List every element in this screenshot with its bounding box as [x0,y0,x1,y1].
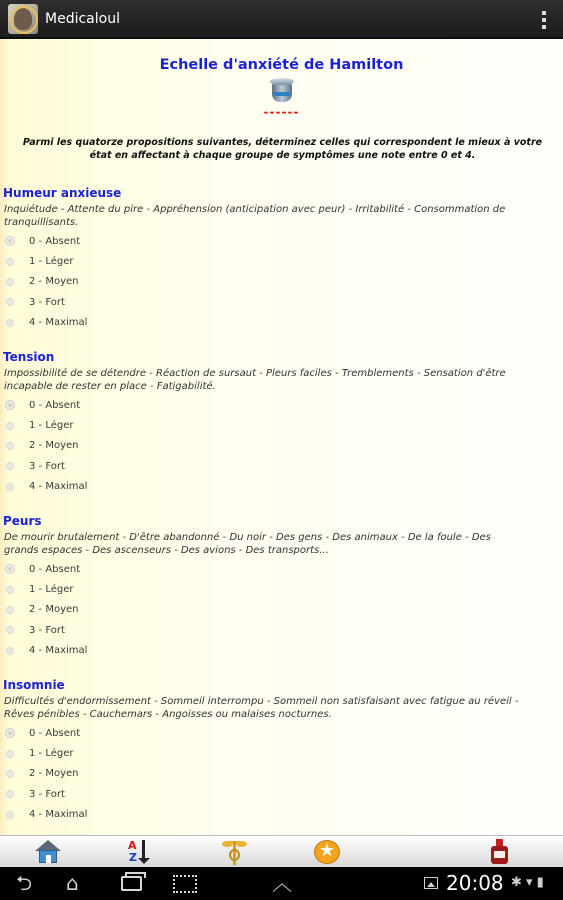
page-title: Echelle d'anxiété de Hamilton [159,57,404,73]
title-dashes: ------ [263,105,300,119]
radio-option[interactable] [0,641,563,661]
radio-option[interactable] [0,456,563,476]
radio-button[interactable] [6,750,14,758]
radio-button[interactable] [6,811,14,819]
radio-option[interactable] [0,559,563,579]
radio-button[interactable] [6,442,14,450]
home-nav-icon[interactable]: ⌂ [66,871,79,895]
radio-button[interactable] [6,278,14,286]
favorite-star-icon[interactable]: ★ [312,838,340,866]
overflow-menu-icon[interactable] [541,11,547,29]
radio-option[interactable] [0,579,563,599]
back-icon[interactable]: ⮌ [16,871,33,895]
section-insomnie [0,678,563,825]
intro-text: Parmi les quatorze propositions suivantes, déterminez celles qui correspondent le mieux à votre état en affectant à chaque groupe de symptômes une note entre 0 et 4. [22,137,543,161]
radio-option[interactable] [0,784,563,804]
radio-label: 4 - Maximal [29,317,88,329]
section-description: De mourir brutalement - D'être abandonné - Du noir - Des gens - Des animaux - De la foule - Des grands espaces - Des ascenseurs - Des avions - Des transports... [4,532,491,556]
home-icon[interactable] [33,838,61,866]
radio-label: 1 - Léger [29,748,74,760]
section-tension [0,350,563,497]
app-logo-icon[interactable] [8,4,38,34]
section-description: Inquiétude - Attente du pire - Appréhension (anticipation avec peur) - Irritabilité - Consommation de tranquillisants. [4,204,506,228]
radio-group [0,395,563,497]
radio-label: 3 - Fort [29,624,65,636]
recent-apps-icon[interactable] [121,876,142,891]
radio-button[interactable] [6,401,14,409]
section-humeur-anxieuse [0,186,563,333]
section-title: Tension [3,350,55,364]
radio-button[interactable] [6,298,14,306]
radio-button[interactable] [6,586,14,594]
sort-az-icon[interactable]: A Z [126,838,154,866]
radio-button[interactable] [6,237,14,245]
radio-button[interactable] [6,770,14,778]
app-title: Medicaloul [45,10,120,27]
radio-label: 2 - Moyen [29,276,79,288]
radio-label: 2 - Moyen [29,604,79,616]
radio-option[interactable] [0,251,563,271]
status-icons: ✱ ▾ ▮ [511,875,544,890]
radio-option[interactable] [0,477,563,497]
radio-option[interactable] [0,395,563,415]
radio-button[interactable] [6,647,14,655]
radio-label: 0 - Absent [29,399,81,411]
radio-option[interactable] [0,415,563,435]
radio-label: 4 - Maximal [29,481,88,493]
radio-label: 1 - Léger [29,256,74,268]
radio-label: 2 - Moyen [29,768,79,780]
radio-label: 3 - Fort [29,788,65,800]
clock: 20:08 [446,871,504,895]
radio-option[interactable] [0,620,563,640]
radio-label: 4 - Maximal [29,645,88,657]
radio-button[interactable] [6,422,14,430]
radio-button[interactable] [6,606,14,614]
radio-label: 0 - Absent [29,563,81,575]
radio-option[interactable] [0,272,563,292]
radio-option[interactable] [0,292,563,312]
section-description: Impossibilité de se détendre - Réaction de sursaut - Pleurs faciles - Tremblements - Sensation d'être incapable de rester en place - Fatigabilité. [4,368,506,392]
radio-button[interactable] [6,565,14,573]
radio-group [0,231,563,333]
radio-button[interactable] [6,729,14,737]
section-title: Insomnie [3,678,65,692]
screenshot-icon[interactable] [173,875,197,893]
radio-group [0,723,563,825]
radio-label: 3 - Fort [29,460,65,472]
bottle-icon[interactable] [486,838,514,866]
radio-option[interactable] [0,743,563,763]
cup-icon [269,77,295,105]
radio-label: 3 - Fort [29,296,65,308]
radio-option[interactable] [0,723,563,743]
section-peurs [0,514,563,661]
radio-group [0,559,563,661]
radio-option[interactable] [0,231,563,251]
section-title: Humeur anxieuse [3,186,122,200]
radio-button[interactable] [6,790,14,798]
radio-option[interactable] [0,436,563,456]
radio-label: 0 - Absent [29,727,81,739]
radio-button[interactable] [6,319,14,327]
radio-option[interactable] [0,600,563,620]
content-area[interactable] [0,39,563,835]
radio-option[interactable] [0,805,563,825]
section-description: Difficultés d'endormissement - Sommeil interrompu - Sommeil non satisfaisant avec fatigue au réveil - Rêves pénibles - Cauchemars - Angoisses ou malaises nocturnes. [4,696,519,720]
action-bar [0,0,563,39]
radio-option[interactable] [0,764,563,784]
radio-label: 1 - Léger [29,584,74,596]
radio-button[interactable] [6,626,14,634]
radio-label: 0 - Absent [29,235,81,247]
radio-label: 4 - Maximal [29,809,88,821]
radio-label: 1 - Léger [29,420,74,432]
caduceus-icon[interactable] [220,838,248,866]
bottom-toolbar [0,835,563,867]
section-title: Peurs [3,514,42,528]
chevron-up-icon[interactable]: ︿ [272,871,292,895]
radio-button[interactable] [6,483,14,491]
gallery-icon [424,877,438,889]
radio-button[interactable] [6,258,14,266]
system-nav-bar [0,867,563,900]
radio-label: 2 - Moyen [29,440,79,452]
radio-button[interactable] [6,462,14,470]
radio-option[interactable] [0,313,563,333]
